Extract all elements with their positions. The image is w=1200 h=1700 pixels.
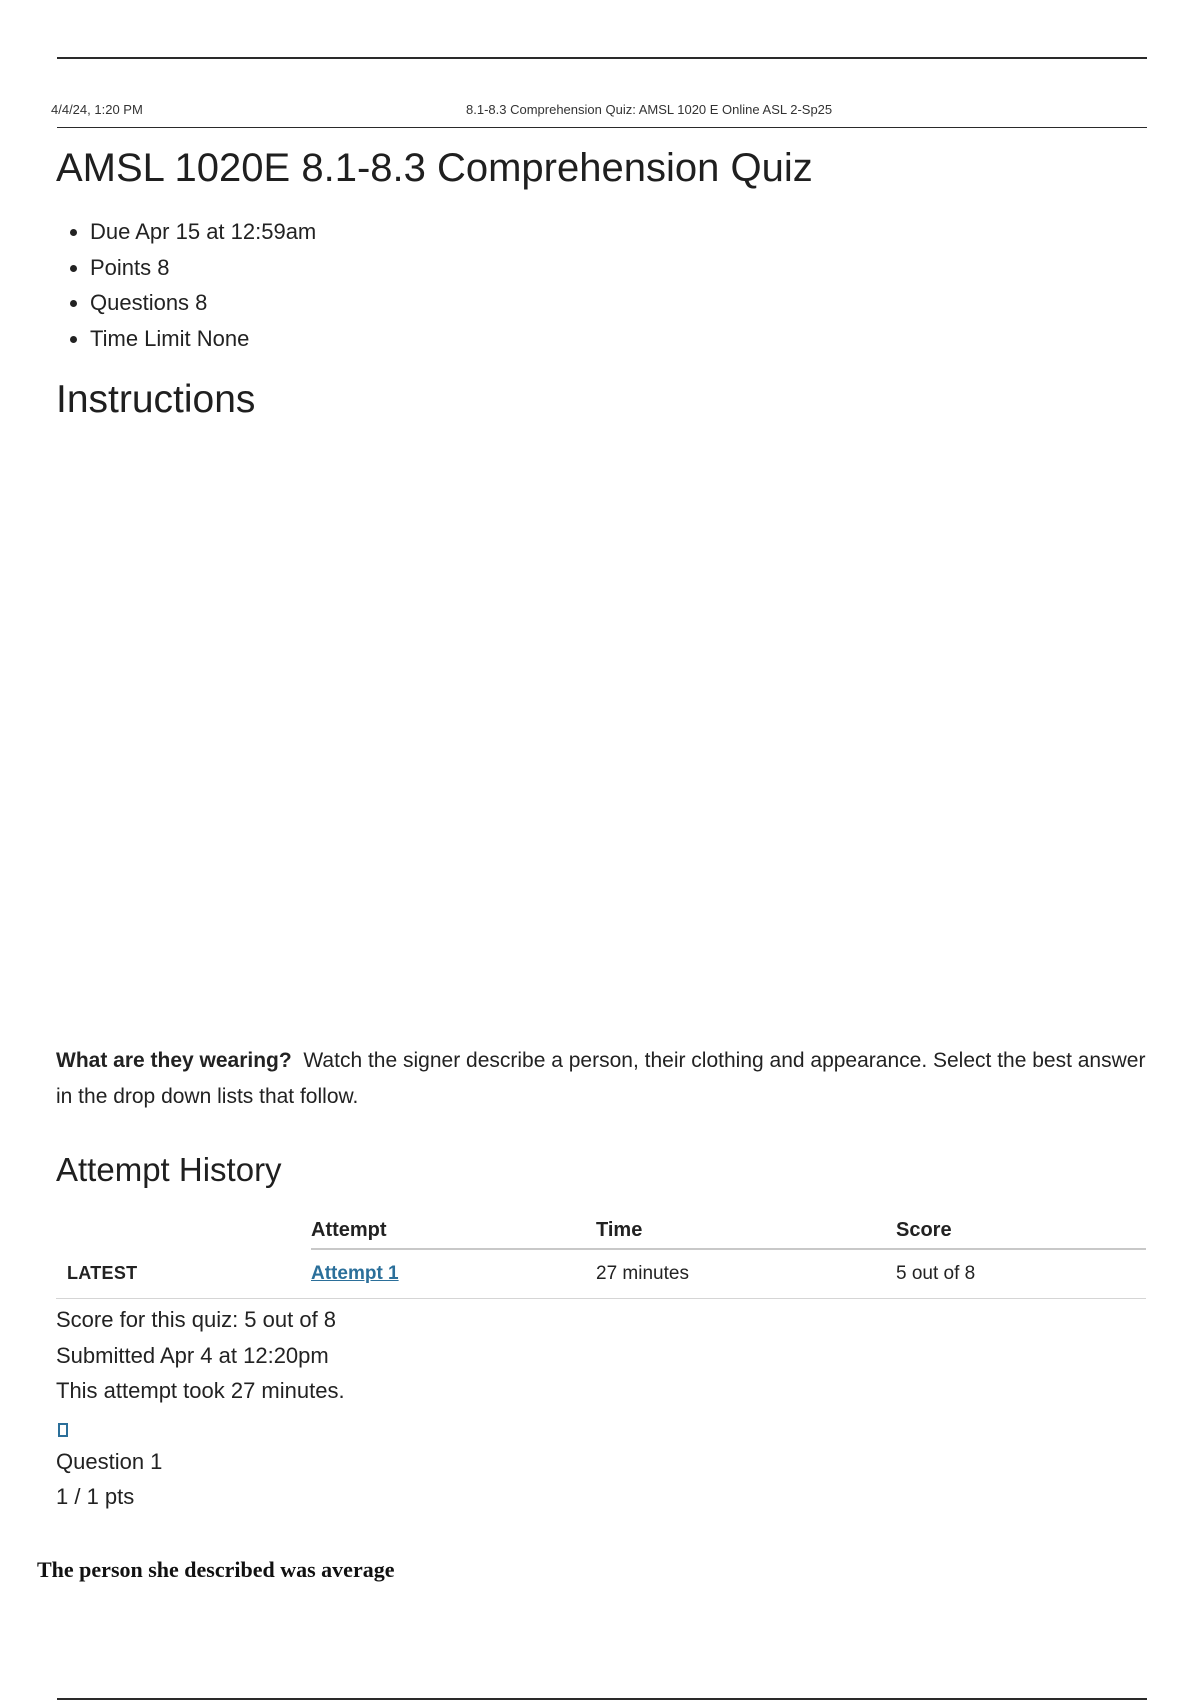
header-time: Time [596,1212,896,1249]
instructions-bold-lead: What are they wearing? [56,1049,292,1072]
question-marker [56,1409,1146,1442]
question-header [56,1444,1146,1515]
quiz-meta-list [56,214,1146,356]
quiz-time-limit: • Time Limit None [90,321,1146,357]
attempt-table-header [56,1212,1146,1249]
question-text: The person she described was average [37,1557,395,1582]
attempt-1-link[interactable]: Attempt 1 [311,1263,399,1284]
quiz-score: Score for this quiz: 5 out of 8 [56,1307,337,1332]
header-rule [57,127,1147,128]
attempt-time: 27 minutes [596,1249,896,1299]
instructions-heading: Instructions [56,378,256,421]
question-title: Question 1 [56,1448,163,1474]
instructions-media-area [56,423,1146,1043]
attempt-latest-label: LATEST [56,1249,311,1299]
quiz-content [56,142,1146,1515]
instructions-text [56,1043,1146,1115]
header-score: Score [896,1212,1146,1249]
attempt-history-table [56,1212,1146,1299]
attempt-summary [56,1302,1146,1409]
instructions-body: Watch the signer describe a person, their clothing and appearance. Select the best answer in the drop down lists that follow. [56,1049,1146,1108]
print-page-title: 8.1-8.3 Comprehension Quiz: AMSL 1020 E Online ASL 2-Sp25 [466,102,833,117]
top-rule [57,57,1147,59]
attempt-score: 5 out of 8 [896,1249,1146,1299]
submitted-date: Submitted Apr 4 at 12:20pm [56,1342,329,1368]
quiz-question-count: • Questions 8 [90,285,1146,321]
question-points: 1 / 1 pts [56,1484,135,1509]
quiz-due-date: • Due Apr 15 at 12:59am [90,214,1146,250]
print-datetime: 4/4/24, 1:20 PM [51,102,143,117]
attempt-duration: This attempt took 27 minutes. [56,1378,345,1403]
quiz-points: • Points 8 [90,250,1146,286]
attempt-link-cell [311,1249,596,1299]
table-row [56,1249,1146,1299]
quiz-title: AMSL 1020E 8.1-8.3 Comprehension Quiz [56,146,813,190]
question-marker-icon [58,1423,68,1437]
header-attempt: Attempt [311,1212,596,1249]
attempt-history-heading: Attempt History [56,1151,282,1188]
header-blank [56,1212,311,1249]
